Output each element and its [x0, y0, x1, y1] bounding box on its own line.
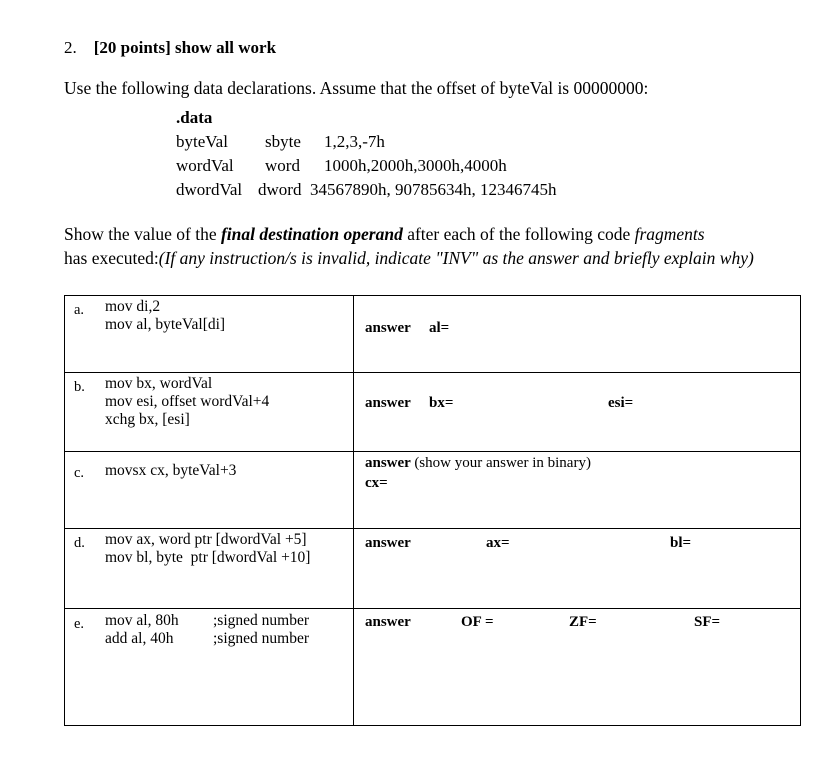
answer-field-al: al= [429, 320, 450, 336]
table-row-e [65, 609, 801, 726]
part-label: c. [74, 465, 85, 481]
code-line: movsx cx, byteVal+3 [105, 462, 237, 479]
answer-field-esi: esi= [608, 395, 634, 411]
code-cell [65, 373, 354, 452]
code-cell [65, 529, 354, 609]
part-label: a. [74, 302, 85, 318]
code-line: xchg bx, [esi] [105, 411, 190, 428]
decl-values: 1000h,2000h,3000h,4000h [324, 156, 507, 175]
instructions-line-1 [64, 224, 705, 245]
question-number: 2. [64, 38, 77, 57]
code-cell [65, 452, 354, 529]
answer-label: answer [365, 395, 411, 411]
decl-type: dword [258, 180, 302, 199]
table-row-c [65, 452, 801, 529]
instr-emphasis: final destination operand [220, 224, 403, 244]
question-title [64, 38, 276, 58]
table-row-d [65, 529, 801, 609]
declaration-row [176, 154, 557, 178]
code-line: mov bx, wordVal [105, 375, 213, 392]
decl-name: dwordVal [176, 180, 243, 199]
answer-cell[interactable] [354, 609, 801, 726]
answer-cell[interactable] [354, 296, 801, 373]
instr-text: has executed: [64, 248, 159, 268]
answer-field-cx: cx= [365, 475, 388, 491]
answer-word: answer [365, 455, 411, 471]
code-comments [213, 612, 309, 648]
answer-field-zf: ZF= [569, 614, 597, 630]
code-cell [65, 296, 354, 373]
decl-type: word [265, 156, 300, 175]
instr-italic: fragments [634, 224, 705, 244]
code-line: add al, 40h [105, 630, 174, 647]
answer-cell[interactable] [354, 529, 801, 609]
instr-text: after each of the following code [402, 224, 635, 244]
code-line: mov di,2 [105, 298, 161, 315]
code-block [105, 462, 236, 480]
answer-note: (show your answer in binary) [414, 455, 591, 471]
answer-cell[interactable] [354, 373, 801, 452]
answer-cell[interactable] [354, 452, 801, 529]
instr-text: Show the value of the [64, 224, 221, 244]
instr-italic: (If any instruction/s is invalid, indicate "INV" as the answer and briefly explain why) [158, 248, 754, 268]
decl-values: 34567890h, 90785634h, 12346745h [310, 180, 557, 199]
table-row-b [65, 373, 801, 452]
question-points: [20 points] show all work [93, 38, 277, 57]
declaration-row [176, 130, 557, 154]
part-label: d. [74, 535, 85, 551]
answer-label: answer [365, 614, 411, 630]
code-line: mov al, byteVal[di] [105, 316, 226, 333]
answer-field-of: OF = [461, 614, 494, 630]
code-comment: ;signed number [213, 612, 309, 629]
code-block [105, 612, 179, 648]
answer-field-bx: bx= [429, 395, 454, 411]
code-block [105, 531, 310, 567]
code-line: mov bl, byte ptr [dwordVal +10] [105, 549, 311, 566]
code-line: mov ax, word ptr [dwordVal +5] [105, 531, 307, 548]
decl-name: byteVal [176, 132, 228, 151]
answer-label: answer [365, 535, 411, 551]
answer-label: answer [365, 320, 411, 336]
code-block [105, 375, 269, 429]
intro-text: Use the following data declarations. Assume that the offset of byteVal is 00000000: [64, 78, 649, 98]
code-line: mov al, 80h [105, 612, 179, 629]
decl-values: 1,2,3,-7h [324, 132, 385, 151]
table-row-a [65, 296, 801, 373]
part-label: b. [74, 379, 85, 395]
code-block [105, 298, 225, 334]
code-line: mov esi, offset wordVal+4 [105, 393, 270, 410]
answer-field-sf: SF= [694, 614, 721, 630]
decl-name: wordVal [176, 156, 234, 175]
code-comment: ;signed number [213, 630, 309, 647]
part-label: e. [74, 616, 85, 632]
question-table [64, 295, 801, 726]
data-declarations [176, 106, 557, 202]
answer-field-ax: ax= [486, 535, 510, 551]
answer-field-bl: bl= [670, 535, 692, 551]
data-directive: .data [176, 108, 213, 127]
code-cell [65, 609, 354, 726]
declaration-row [176, 178, 557, 202]
decl-type: sbyte [265, 132, 301, 151]
instructions-line-2 [64, 248, 754, 269]
answer-label [365, 455, 591, 472]
